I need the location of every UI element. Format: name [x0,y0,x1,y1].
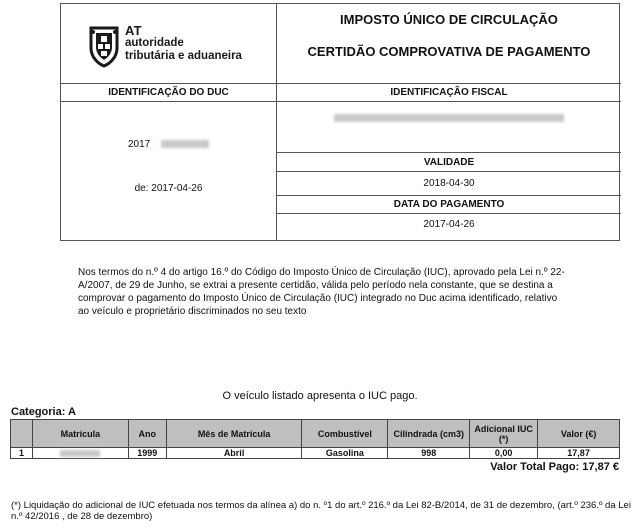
header-rule [61,83,621,84]
redacted-duc [161,140,209,148]
col-header-index [11,420,33,448]
logo-line-2: autoridade [125,37,184,49]
duc-year: 2017 [127,139,151,150]
redacted-plate [60,450,100,457]
duc-label: IDENTIFICAÇÃO DO DUC [108,87,229,98]
document-title: IMPOSTO ÚNICO DE CIRCULAÇÃO [340,12,558,27]
payment-label: DATA DO PAGAMENTO [393,199,505,210]
table-header-row [11,420,620,448]
redacted-fiscal-id [334,114,564,122]
col-header-value: Valor (€) [538,420,620,448]
fiscal-id [277,113,621,124]
fiscal-label: IDENTIFICAÇÃO FISCAL [390,87,508,98]
payment-value: 2017-04-26 [423,219,475,230]
certificate-header [60,3,620,241]
col-header-additional: Adicional IUC (*) [470,420,538,448]
total-paid: Valor Total Pago: 17,87 € [490,461,619,473]
cell-additional: 0,00 [470,448,538,459]
validity-label: VALIDADE [423,157,475,168]
legal-paragraph: Nos termos do n.º 4 do artigo 16.º do Código do Imposto Único de Circulação (IUC), aprovado pela Lei n.º 22-A/2007, de 29 de Junho, se extrai a presente certidão, válida pelo período nela constante, que se destina a comprovar o pagamento do Imposto Único de Circulação (IUC) integrado no Duc acima identificado, relativo ao veículo e proprietário discriminados no seu texto [78,267,565,317]
category-label: Categoria: A [11,406,76,418]
cell-value: 17,87 [538,448,620,459]
col-header-plate: Matrícula [32,420,128,448]
duc-date: de: 2017-04-26 [134,183,203,194]
col-header-month: Mês de Matrícula [166,420,302,448]
at-logo [87,24,257,72]
table-row [11,448,620,459]
col-header-displacement: Cilindrada (cm3) [388,420,470,448]
cell-plate [32,448,128,459]
header-rule [277,195,621,196]
header-rule [277,213,621,214]
document-subtitle: CERTIDÃO COMPROVATIVA DE PAGAMENTO [307,44,591,59]
logo-line-1: AT [125,23,142,38]
coat-of-arms-icon [87,24,121,68]
footnote: (*) Liquidação do adicional de IUC efetuada nos termos da alínea a) do n. º1 do art.º 216.º da Lei 82-B/2014, de 31 de dezembro, (art.º 236.º da Lei n.º 42/2016 , de 28 de dezembro) [11,500,631,522]
header-rule [277,171,621,172]
col-header-year: Ano [128,420,166,448]
header-rule [277,152,621,153]
duc-number [61,139,276,150]
cell-index: 1 [11,448,33,459]
vehicle-table [10,419,620,459]
cell-fuel: Gasolina [302,448,388,459]
col-header-fuel: Combustível [302,420,388,448]
header-rule [61,101,621,102]
cell-month: Abril [166,448,302,459]
cell-year: 1999 [128,448,166,459]
logo-text [125,24,242,63]
validity-value: 2018-04-30 [423,178,475,189]
vehicle-note: O veículo listado apresenta o IUC pago. [222,390,418,402]
cell-displacement: 998 [388,448,470,459]
logo-line-3: tributária e aduaneira [125,50,242,62]
